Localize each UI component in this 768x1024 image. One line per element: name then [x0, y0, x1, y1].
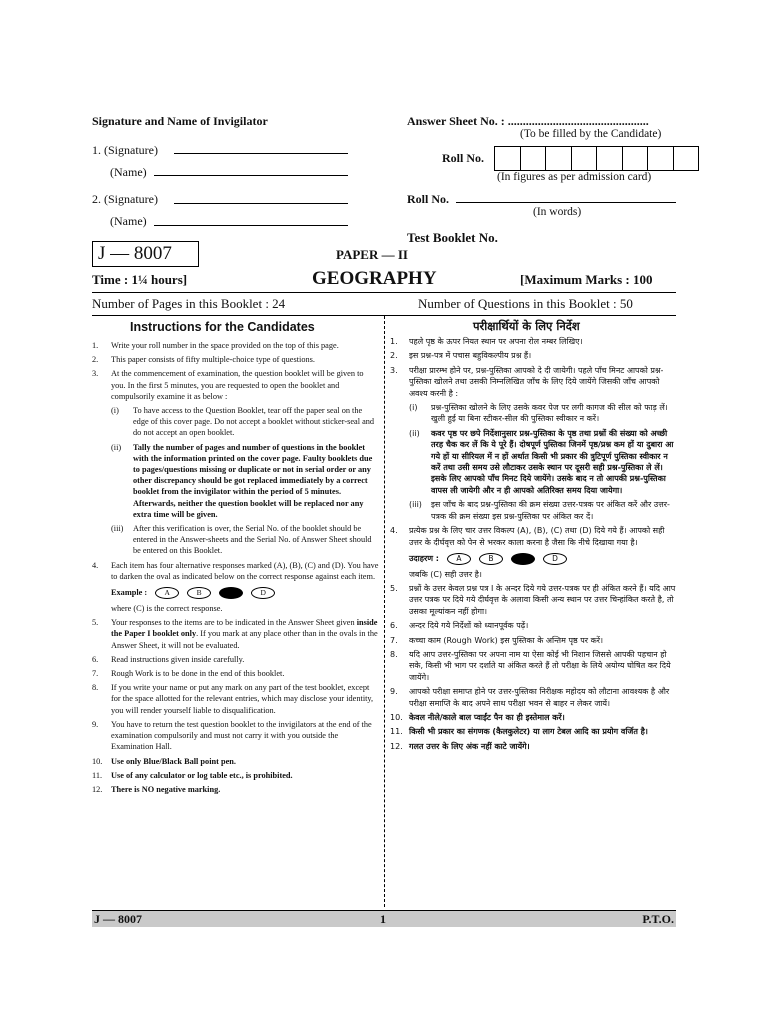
roll-box[interactable] [546, 147, 572, 170]
time-allowed: Time : 1¼ hours] [92, 272, 188, 287]
please-turn-over: P.T.O. [642, 912, 674, 926]
page-footer [92, 910, 676, 927]
instruction-5: 5. Your responses to the items are to be indicated in the Answer Sheet given inside the Paper I booklet only. If you mark at any place other than in the ovals in the Answer Sheet, it will not be evaluated. [92, 618, 378, 650]
roll-box[interactable] [648, 147, 674, 170]
english-example [111, 587, 379, 599]
hindi-instruction-8: 8. यदि आप उत्तर-पुस्तिका पर अपना नाम या ऐसा कोई भी निशान जिससे आपकी पहचान हो सके, किसी भी भाग पर दर्शाते या अंकित करते हैं तो परीक्षा के लिये अयोग्य घोषित कर दिये जायेंगे। [390, 649, 671, 682]
instruction-2: 2. This paper consists of fifty multiple-choice type of questions. [92, 355, 315, 365]
invigilator-title: Signature and Name of Invigilator [92, 114, 268, 128]
instruction-9: 9. You have to return the test question booklet to the invigilators at the end of the examination compulsorily and must not carry it with you outside the Examination Hall. [92, 719, 372, 752]
hindi-instruction-3-i: (i) प्रश्न-पुस्तिका खोलने के लिए उसके कवर पेज पर लगी कागज की सील को फाड़ लें। खुली हुई या बिना स्टीकर-सील की पुस्तिका स्वीकार न करें। [409, 403, 668, 424]
roll-box[interactable] [495, 147, 521, 170]
oval-a: A [155, 587, 179, 599]
hindi-instruction-2: 2. इस प्रश्न-पत्र में पचास बहुविकल्पीय प्रश्न हैं। [390, 351, 532, 361]
oval-d: D [543, 553, 567, 565]
english-instructions-title: Instructions for the Candidates [130, 320, 315, 334]
hindi-example [409, 553, 678, 565]
test-booklet-label: Test Booklet No. [407, 230, 498, 245]
hindi-instruction-9: 9. आपको परीक्षा समाप्त होने पर उत्तर-पुस्तिका निरीक्षक महोदय को लौटाना आवश्यक है और परीक्षा समाप्ति के बाद अपने साथ परीक्षा भवन से बाहर न लेकर जायें। [390, 687, 670, 708]
oval-a: A [447, 553, 471, 565]
instruction-3-i: (i) To have access to the Question Booklet, tear off the paper seal on the edge of this cover page. Do not accept a booklet without sticker-seal and do not accept an open booklet. [111, 406, 375, 438]
in-words-note: (In words) [533, 206, 582, 218]
hindi-instruction-4: 4. प्रत्येक प्रश्न के लिए चार उत्तर विकल्प (A), (B), (C) तथा (D) दिये गये हैं। आपको सही उत्तर के दीर्घवृत्त को पेन से भरकर काला करना है जैसा कि नीचे दिखाया गया है। [390, 526, 665, 547]
in-figures-note: (In figures as per admission card) [497, 171, 652, 183]
hindi-instruction-1: 1. पहले पृष्ठ के ऊपर नियत स्थान पर अपना रोल नम्बर लिखिए। [390, 337, 583, 346]
roll-box[interactable] [597, 147, 623, 170]
oval-c-filled: C [511, 553, 535, 565]
instruction-11: 11. Use of any calculator or log table etc., is prohibited. [92, 770, 293, 780]
divider [92, 292, 676, 293]
hindi-instruction-5: 5. प्रश्नों के उत्तर केवल प्रश्न पत्र I के अन्दर दिये गये उत्तर-पत्रक पर ही अंकित करने हैं। यदि आप उत्तर पत्रक पर दिये गये दीर्घवृत्त के अलावा किसी अन्य स्थान पर उत्तर चिन्हांकित करते है, तो उसका मूल्यांकन नहीं होगा। [390, 583, 676, 616]
hindi-example-note: जबकि (C) सही उत्तर है। [409, 569, 482, 579]
instruction-12: 12. There is NO negative marking. [92, 784, 221, 794]
instruction-1: 1. Write your roll number in the space provided on the top of this page. [92, 341, 339, 350]
hindi-instructions [390, 336, 678, 755]
name-2-label: (Name) [110, 214, 147, 228]
hindi-instruction-3-ii: (ii) कवर पृष्ठ पर छपे निर्देशानुसार प्रश्न-पुस्तिका के पृष्ठ तथा प्रश्नों की संख्या को अच्छी तरह चैक कर लें कि ये पूरे हैं। दोषपूर्ण पुस्तिका जिनमें पृष्ठ/प्रश्न कम हों या दुबारा आ गये हों या सीरियल में न हों अर्थात किसी भी प्रकार की त्रुटिपूर्ण पुस्तिका स्वीकार न करें तथा उसी समय उसे लौटाकर उसके स्थान पर दूसरी सही प्रश्न-पुस्तिका ले लें। इसके लिए आपको पाँच मिनट दिये जायेंगे। उसके बाद न तो आपकी प्रश्न-पुस्तिका वापस ली जायेगी और न ही आपको अतिरिक्त समय दिया जायेगा। [409, 428, 674, 495]
name-2-line[interactable] [154, 225, 348, 226]
instruction-7: 7. Rough Work is to be done in the end of this booklet. [92, 669, 285, 679]
answer-sheet-label: Answer Sheet No. : ............................................... [407, 114, 649, 128]
hindi-instruction-11: 11. किसी भी प्रकार का संगणक (कैलकुलेटर) या लाग टेबल आदि का प्रयोग वर्जित है। [390, 727, 648, 737]
hindi-instructions-title: परीक्षार्थियों के लिए निर्देश [473, 319, 580, 333]
oval-d: D [251, 587, 275, 599]
roll-box[interactable] [623, 147, 649, 170]
oval-b: B [479, 553, 503, 565]
roll-box[interactable] [572, 147, 598, 170]
oval-c-filled: C [219, 587, 243, 599]
subject-title: GEOGRAPHY [312, 268, 437, 289]
roll-box[interactable] [521, 147, 547, 170]
hindi-instruction-3-iii: (iii) इस जाँच के बाद प्रश्न-पुस्तिका की क्रम संख्या उत्तर-पत्रक पर अंकित करें और उत्तर-पत्रक की क्रम संख्या इस प्रश्न-पुस्तिका पर अंकित कर दें। [409, 500, 670, 521]
example-label: Example : [111, 588, 148, 598]
roll-no-words-line[interactable] [456, 202, 676, 203]
name-1-line[interactable] [154, 175, 348, 176]
page-number: 1 [380, 912, 386, 926]
english-instructions [92, 340, 379, 798]
hindi-instruction-6: 6. अन्दर दिये गये निर्देशों को ध्यानपूर्वक पढ़ें। [390, 621, 529, 631]
roll-box[interactable] [674, 147, 699, 170]
maximum-marks: [Maximum Marks : 100 [520, 272, 653, 287]
paper-number: PAPER — II [336, 247, 408, 262]
hindi-instruction-3: 3. परीक्षा प्रारम्भ होने पर, प्रश्न-पुस्तिका आपको दे दी जायेगी। पहले पाँच मिनट आपको प्रश्न-पुस्तिका खोलने तथा उसकी निम्नलिखित जाँच के लिए दिये जायेंगे जिसकी जाँच आपको अवश्य करनी है : [390, 365, 664, 398]
signature-1-label: 1. (Signature) [92, 143, 158, 157]
instruction-3: 3. At the commencement of examination, the question booklet will be given to you. In the first 5 minutes, you are requested to open the booklet and compulsorily examine it as below : [92, 369, 364, 401]
column-divider [384, 316, 385, 907]
instruction-8: 8. If you write your name or put any mark on any part of the test booklet, except for the space allotted for the relevant entries, which may disclose your identity, you will render yourself liable to disqualification. [92, 683, 374, 715]
oval-b: B [187, 587, 211, 599]
name-1-label: (Name) [110, 165, 147, 179]
instruction-3-ii: (ii) Tally the number of pages and number of questions in the booklet with the information printed on the cover page. Faulty booklets due to pages/questions missing or duplicate or not in serial order or any other discrepancy should be got replaced immediately by a correct booklet from the invigilator within the period of 5 minutes. Afterwards, neither the question booklet will be replaced nor any extra time will be given. [111, 442, 373, 519]
instruction-4: 4. Each item has four alternative responses marked (A), (B), (C) and (D). You have to darken the oval as indicated below on the correct response against each item. [92, 560, 379, 581]
example-note: where (C) is the correct response. [111, 604, 223, 614]
footer-code: J — 8007 [94, 912, 142, 926]
roll-no-words-label: Roll No. [407, 192, 449, 206]
number-of-pages: Number of Pages in this Booklet : 24 [92, 296, 286, 311]
instruction-10: 10. Use only Blue/Black Ball point pen. [92, 756, 236, 766]
hindi-example-label: उदाहरण : [409, 554, 439, 564]
instruction-3-iii: (iii) After this verification is over, the Serial No. of the booklet should be entered in the Answer-sheets and the Serial No. of Answer Sheet should be entered on this Booklet. [111, 524, 372, 556]
roll-no-label: Roll No. [442, 151, 484, 165]
signature-2-label: 2. (Signature) [92, 192, 158, 206]
hindi-instruction-12: 12. गलत उत्तर के लिए अंक नहीं काटे जायेंगे। [390, 741, 530, 751]
hindi-instruction-10: 10. केवल नीले/काले बाल प्वाईंट पैन का ही इस्तेमाल करें। [390, 712, 565, 722]
signature-2-line[interactable] [174, 203, 348, 204]
number-of-questions: Number of Questions in this Booklet : 50 [418, 296, 633, 311]
hindi-instruction-7: 7. कच्चा काम (Rough Work) इस पुस्तिका के अन्तिम पृष्ठ पर करें। [390, 635, 604, 645]
to-be-filled-note: (To be filled by the Candidate) [520, 128, 662, 140]
roll-no-boxes[interactable] [494, 146, 699, 171]
signature-1-line[interactable] [174, 153, 348, 154]
instruction-6: 6. Read instructions given inside carefully. [92, 654, 245, 664]
answer-sheet-no[interactable] [407, 114, 649, 129]
paper-code-box: J — 8007 [92, 241, 199, 267]
